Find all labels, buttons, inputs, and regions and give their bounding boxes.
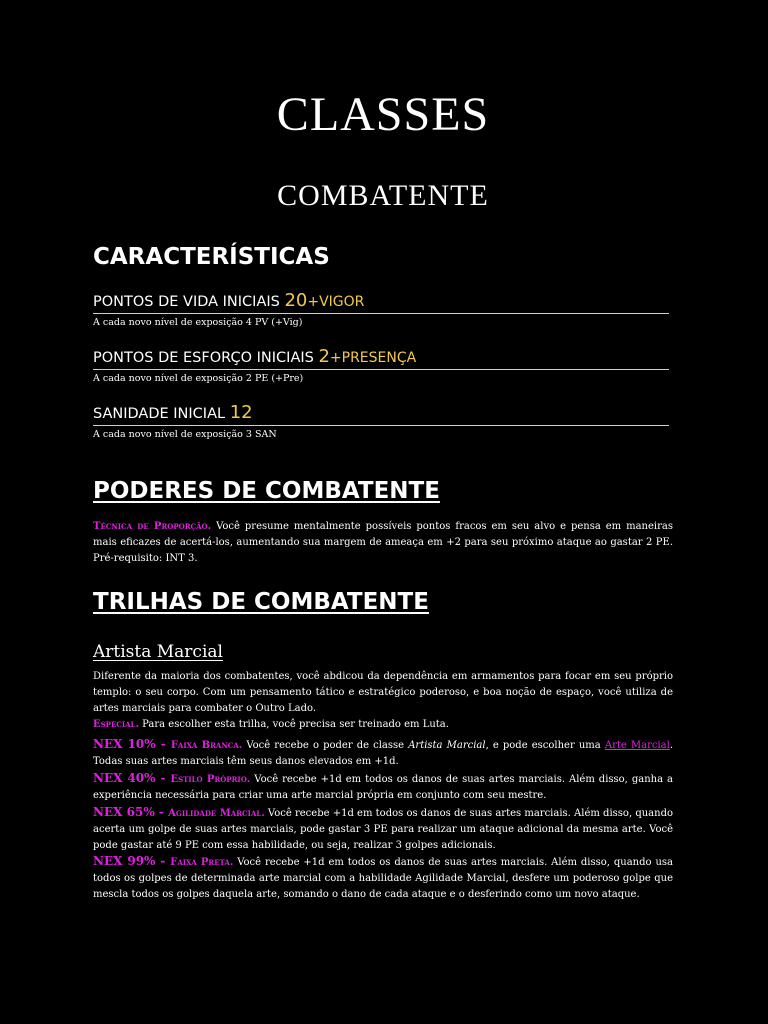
trail-nex-10: NEX 10% - Faixa Branca. Você recebe o poder de classe Artista Marcial, e pode escolher uma Arte Marcial. Todas suas artes marciais têm seus danos elevados em +1d. <box>93 737 674 767</box>
trail-nex-40: NEX 40% - Estilo Próprio. Você recebe +1d em todos os danos de suas artes marciais. Além disso, ganha a experiência necessária para criar uma arte marcial própria em conjunto com seu mestre. <box>93 771 673 801</box>
class-title: COMBATENTE <box>277 179 489 212</box>
trail-nex-99: NEX 99% - Faixa Preta. Você recebe +1d em todos os danos de suas artes marciais. Além disso, quando usa todos os golpes de determinada arte marcial com a habilidade Agilidade Marcial, desfere um poderoso golpe que mescla todos os golpes daquela arte, somando o dano de cada ataque e o desferindo como um novo ataque. <box>93 854 673 900</box>
stat-effort-points <box>93 345 669 370</box>
trail-intro: Diferente da maioria dos combatentes, você abdicou da dependência em armamentos para focar em seu próprio templo: o seu corpo. Com um pensamento tático e estratégico poderoso, e boa noção de espaço, você utiliza de artes marciais para combater o Outro Lado. <box>93 671 673 714</box>
stat-value: 12 <box>229 402 253 423</box>
trail-name: Artista Marcial <box>93 642 223 662</box>
trails-heading: TRILHAS DE COMBATENTE <box>93 589 429 615</box>
stat-note: A cada novo nível de exposição 4 PV (+Vig) <box>93 317 303 328</box>
trail-nex-65: NEX 65% - Agilidade Marcial. Você recebe +1d em todos os danos de suas artes marciais. Além disso, quando acerta um golpe de suas artes marciais, pode gastar 3 PE para realizar um ataque adicional da mesma arte. Você pode gastar até 9 PE com essa habilidade, ou seja, realizar 3 golpes adicionais. <box>93 805 673 851</box>
stat-sanity <box>93 401 669 426</box>
stat-label: PONTOS DE ESFORÇO INICIAIS <box>93 350 319 366</box>
stat-label: SANIDADE INICIAL <box>93 406 230 422</box>
stat-note: A cada novo nível de exposição 2 PE (+Pre) <box>93 373 304 384</box>
stat-value: 20+VIGOR <box>284 290 365 311</box>
power-name: Técnica de Proporção. <box>93 521 212 532</box>
power-description: Técnica de Proporção. Você presume mentalmente possíveis pontos fracos em seu alvo e pensa em maneiras mais eficazes de acertá-los, aumentando sua margem de ameaça em +2 para seu próximo ataque ao gastar 2 PE. Pré-requisito: INT 3. <box>93 521 673 564</box>
stat-value: 2+PRESENÇA <box>318 346 417 367</box>
arte-marcial-link[interactable]: Arte Marcial <box>604 740 670 751</box>
page-title: CLASSES <box>276 88 490 141</box>
characteristics-heading: CARACTERÍSTICAS <box>93 244 330 270</box>
stat-hit-points <box>93 289 669 314</box>
trail-special: Especial. Para escolher esta trilha, você precisa ser treinado em Luta. <box>93 719 449 730</box>
powers-heading: PODERES DE COMBATENTE <box>93 478 440 504</box>
stat-note: A cada novo nível de exposição 3 SAN <box>93 429 277 440</box>
stat-label: PONTOS DE VIDA INICIAIS <box>93 294 285 310</box>
